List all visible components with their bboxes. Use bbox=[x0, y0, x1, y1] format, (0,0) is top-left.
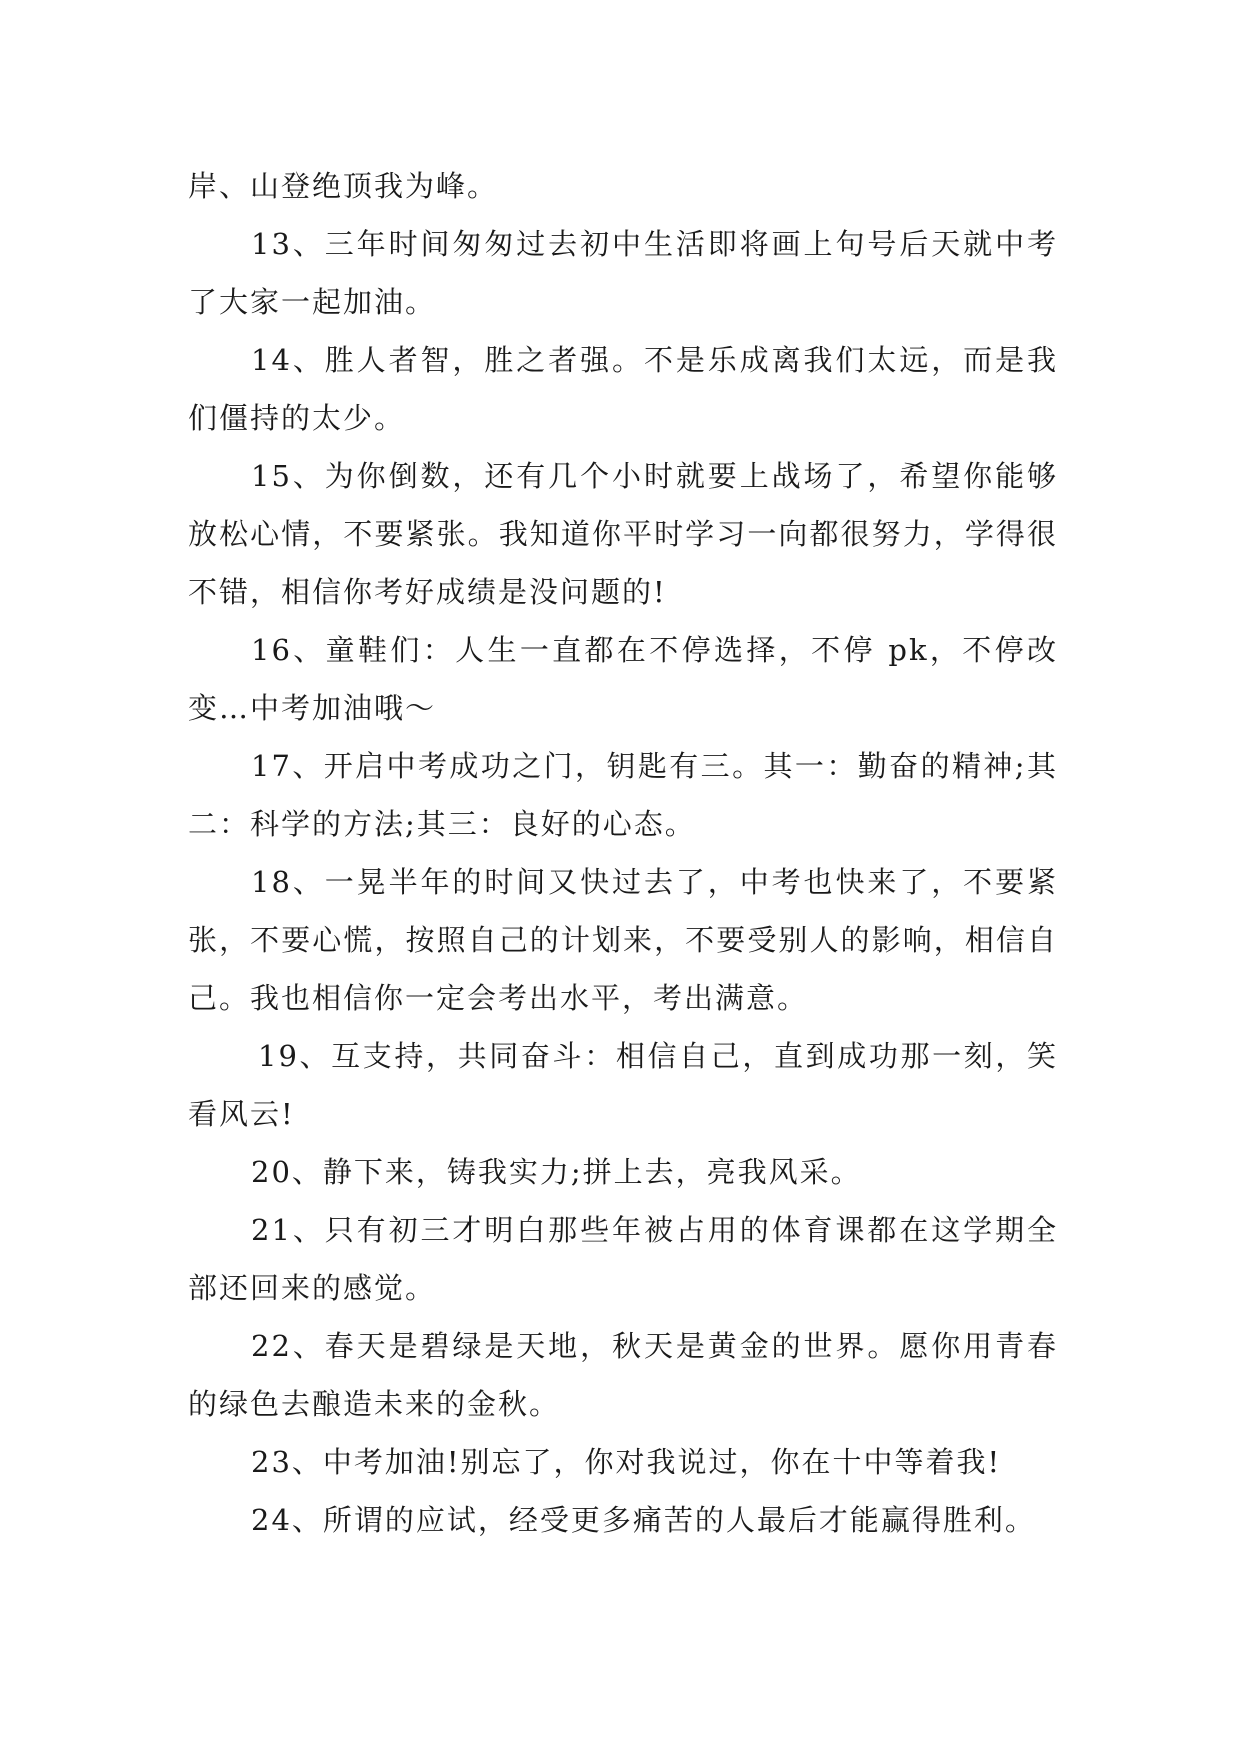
paragraph-item-19: 19、互支持，共同奋斗：相信自己，直到成功那一刻，笑看风云! bbox=[188, 1039, 1058, 1131]
document-body bbox=[188, 157, 1058, 1549]
paragraph-item-18: 18、一晃半年的时间又快过去了，中考也快来了，不要紧张，不要心慌，按照自己的计划来，不要受别人的影响，相信自己。我也相信你一定会考出水平，考出满意。 bbox=[188, 865, 1058, 1015]
paragraph: 岸、山登绝顶我为峰。 bbox=[188, 169, 499, 203]
paragraph-item-23: 23、中考加油!别忘了，你对我说过，你在十中等着我! bbox=[251, 1445, 1002, 1479]
paragraph-item-16: 16、童鞋们：人生一直都在不停选择，不停 pk，不停改变…中考加油哦～ bbox=[188, 633, 1058, 725]
paragraph-item-13: 13、三年时间匆匆过去初中生活即将画上句号后天就中考了大家一起加油。 bbox=[188, 227, 1058, 319]
paragraph-item-22: 22、春天是碧绿是天地，秋天是黄金的世界。愿你用青春的绿色去酿造未来的金秋。 bbox=[188, 1329, 1058, 1421]
paragraph-item-20: 20、静下来，铸我实力;拼上去，亮我风采。 bbox=[251, 1155, 862, 1189]
paragraph-item-14: 14、胜人者智，胜之者强。不是乐成离我们太远，而是我们僵持的太少。 bbox=[188, 343, 1058, 435]
paragraph-item-15: 15、为你倒数，还有几个小时就要上战场了，希望你能够放松心情，不要紧张。我知道你平时学习一向都很努力，学得很不错，相信你考好成绩是没问题的! bbox=[188, 459, 1058, 609]
paragraph-item-17: 17、开启中考成功之门，钥匙有三。其一：勤奋的精神;其二：科学的方法;其三：良好的心态。 bbox=[188, 749, 1058, 841]
paragraph-item-21: 21、只有初三才明白那些年被占用的体育课都在这学期全部还回来的感觉。 bbox=[188, 1213, 1058, 1305]
paragraph-item-24: 24、所谓的应试，经受更多痛苦的人最后才能赢得胜利。 bbox=[251, 1503, 1036, 1537]
